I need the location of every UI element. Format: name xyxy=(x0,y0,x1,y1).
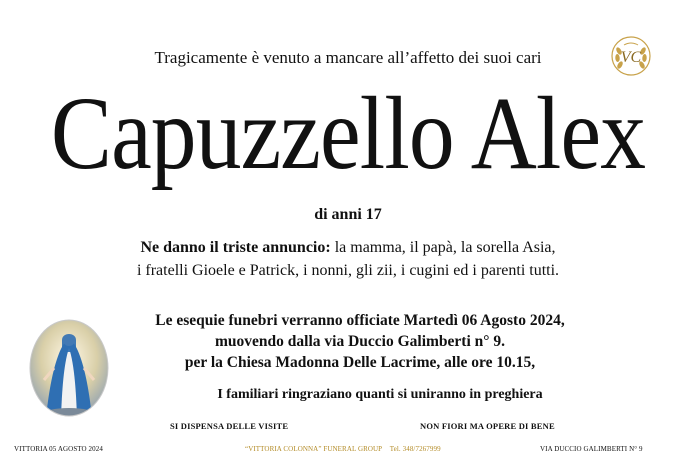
footer-address: VIA DUCCIO GALIMBERTI N° 9 xyxy=(540,445,643,453)
announcement-line-1-rest: la mamma, il papà, la sorella Asia, xyxy=(330,239,556,256)
funeral-line-2: muovendo dalla via Duccio Galimberti n° 9. xyxy=(215,333,505,350)
intro-text: Tragicamente è venuto a mancare all’affetto dei suoi cari xyxy=(154,48,542,67)
funeral-line-3: per la Chiesa Madonna Delle Lacrime, alle ore 10.15, xyxy=(184,354,536,371)
funeral-details xyxy=(80,310,640,373)
announcement-line-2: i fratelli Gioele e Patrick, i nonni, gli zii, i cugini ed i parenti tutti. xyxy=(136,262,560,279)
note-no-flowers: NON FIORI MA OPERE DI BENE xyxy=(420,421,555,431)
deceased-name: Capuzzello Alex xyxy=(50,76,646,191)
age-text: di anni 17 xyxy=(314,206,382,223)
thanks-text: I familiari ringraziano quanti si uniranno in preghiera xyxy=(217,387,543,402)
svg-text:VC: VC xyxy=(620,49,642,66)
footer-date: VITTORIA 05 AGOSTO 2024 xyxy=(14,445,103,453)
madonna-image xyxy=(28,318,110,418)
footer-group-name: “VITTORIA COLONNA” FUNERAL GROUP xyxy=(245,445,382,453)
note-no-visits: SI DISPENSA DELLE VISITE xyxy=(170,421,289,431)
announcement-lead: Ne danno il triste annuncio: xyxy=(140,239,331,256)
footer-phone: Tel. 348/7267999 xyxy=(389,445,441,453)
announcement xyxy=(0,236,696,282)
footer-center xyxy=(245,445,441,453)
announcement-line-1 xyxy=(0,236,696,259)
funeral-line-1: Le esequie funebri verranno officiate Martedì 06 Agosto 2024, xyxy=(155,312,565,329)
